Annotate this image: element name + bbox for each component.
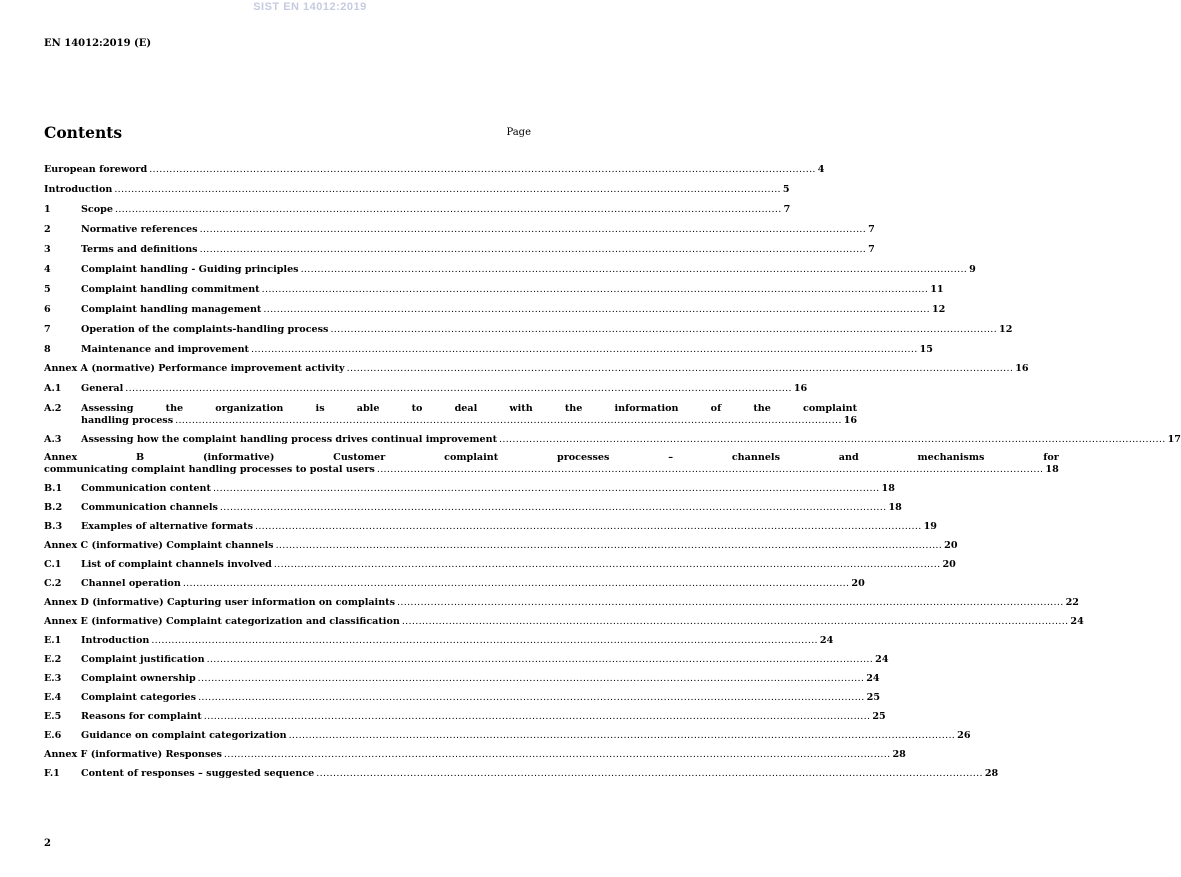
- dot-leader: [316, 768, 983, 780]
- toc-entry-title: Content of responses – suggested sequence: [81, 768, 315, 779]
- toc-entry-number: 3: [44, 244, 51, 255]
- page-title: Contents: [44, 123, 123, 142]
- toc-entry[interactable]: [44, 224, 875, 236]
- toc-entry[interactable]: [44, 363, 1029, 375]
- toc-entry-title: List of complaint channels involved: [81, 559, 272, 570]
- toc-entry-page: 18: [1045, 464, 1059, 475]
- toc-entry-title: Annex F (informative) Responses: [44, 749, 222, 760]
- toc-entry-number: E.2: [44, 654, 62, 665]
- toc-entry-title: Guidance on complaint categorization: [81, 730, 287, 741]
- toc-entry[interactable]: [44, 264, 976, 276]
- dot-leader: [377, 464, 1044, 476]
- toc-entry-page: 24: [866, 673, 880, 684]
- toc-entry-title: Operation of the complaints-handling process: [81, 324, 329, 335]
- toc-entry-title-line2: communicating complaint handling processes to postal users: [44, 464, 375, 475]
- toc-entry-page: 12: [999, 324, 1013, 335]
- toc-entry-title-line1: Assessing the organization is able to deal with the information of the complaint: [81, 403, 858, 414]
- toc-entry-page: 20: [851, 578, 865, 589]
- toc-entry-title: Maintenance and improvement: [81, 344, 249, 355]
- toc-entry-title: Communication channels: [81, 502, 218, 513]
- dot-leader: [220, 502, 887, 514]
- dot-leader: [402, 616, 1069, 628]
- toc-entry-page: 7: [783, 204, 791, 215]
- dot-leader: [151, 635, 818, 647]
- toc-entry-page: 18: [881, 483, 895, 494]
- toc-entry-number: A.1: [44, 383, 62, 394]
- toc-entry-title-line1: Annex B (informative) Customer complaint processes – channels and mechanisms for: [44, 452, 1059, 463]
- toc-entry-title: Annex A (normative) Performance improvement activity: [44, 363, 345, 374]
- toc-entry[interactable]: [44, 578, 865, 590]
- toc-entry-page: 15: [919, 344, 933, 355]
- toc-entry[interactable]: [44, 597, 1079, 609]
- dot-leader: [330, 324, 997, 336]
- dot-leader: [347, 363, 1014, 375]
- dot-leader: [255, 521, 922, 533]
- toc-entry-page: 16: [793, 383, 808, 394]
- toc-entry-number: B.1: [44, 483, 63, 494]
- toc-entry-number: F.1: [44, 768, 60, 779]
- dot-leader: [114, 184, 781, 196]
- toc-entry-page: 18: [888, 502, 902, 513]
- dot-leader: [301, 264, 968, 276]
- toc-entry[interactable]: [44, 324, 1013, 336]
- dot-leader: [207, 654, 874, 666]
- toc-entry-page: 12: [931, 304, 946, 315]
- toc-entry[interactable]: [44, 184, 790, 196]
- toc-entry-title: Complaint handling commitment: [81, 284, 260, 295]
- toc-entry-page: 26: [957, 730, 971, 741]
- dot-leader: [213, 483, 880, 495]
- toc-entry-number: C.2: [44, 578, 62, 589]
- dot-leader: [149, 164, 816, 176]
- toc-entry-page: 22: [1065, 597, 1079, 608]
- toc-entry-number: B.3: [44, 521, 63, 532]
- toc-entry[interactable]: [44, 204, 791, 216]
- page-number: 2: [44, 838, 51, 849]
- toc-entry-page: 7: [868, 244, 875, 255]
- page-column-label: Page: [506, 127, 531, 138]
- toc-entry-number: E.5: [44, 711, 62, 722]
- dot-leader: [125, 383, 792, 395]
- toc-entry-page: 11: [930, 284, 944, 295]
- toc-entry-number: E.4: [44, 692, 62, 703]
- toc-entry[interactable]: [44, 635, 834, 647]
- toc-entry-title: Annex D (informative) Capturing user information on complaints: [44, 597, 396, 608]
- toc-entry-number: A.2: [44, 403, 62, 414]
- toc-entry-title: Complaint justification: [81, 654, 205, 665]
- toc-entry[interactable]: [44, 749, 906, 761]
- toc-entry-number: 5: [44, 284, 51, 295]
- toc-entry-title: General: [81, 383, 124, 394]
- toc-entry-title: Complaint categories: [81, 692, 197, 703]
- dot-leader: [224, 749, 891, 761]
- toc-entry-number: E.1: [44, 635, 62, 646]
- dot-leader: [200, 224, 867, 236]
- toc-entry-title: Communication content: [81, 483, 211, 494]
- toc-entry-title: Scope: [81, 204, 113, 215]
- toc-entry-page: 24: [1070, 616, 1084, 627]
- toc-entry-title: Normative references: [81, 224, 198, 235]
- toc-entry-page: 28: [984, 768, 999, 779]
- dot-leader: [204, 711, 871, 723]
- document-id: EN 14012:2019 (E): [44, 38, 152, 49]
- toc-entry-page: 17: [1167, 434, 1181, 445]
- dot-leader: [276, 540, 943, 552]
- toc-entry-title: Complaint ownership: [81, 673, 196, 684]
- toc-entry[interactable]: [44, 434, 1181, 446]
- toc-entry[interactable]: [44, 284, 944, 296]
- toc-entry-title: Introduction: [44, 184, 113, 195]
- toc-entry[interactable]: [44, 692, 880, 704]
- toc-entry[interactable]: [44, 540, 958, 552]
- toc-entry-number: C.1: [44, 559, 62, 570]
- dot-leader: [115, 204, 782, 216]
- toc-entry[interactable]: [44, 521, 937, 533]
- toc-entry[interactable]: [44, 730, 971, 742]
- toc-entry-number: 8: [44, 344, 51, 355]
- toc-entry-title: Reasons for complaint: [81, 711, 202, 722]
- toc-entry-page: 4: [817, 164, 825, 175]
- toc-entry[interactable]: [44, 483, 895, 495]
- toc-entry-page: 16: [843, 415, 858, 426]
- dot-leader: [175, 415, 842, 427]
- dot-leader: [397, 597, 1064, 609]
- toc-entry-number: 2: [44, 224, 51, 235]
- toc-entry[interactable]: [44, 304, 946, 316]
- toc-entry-title-line2: handling process: [81, 415, 174, 426]
- dot-leader: [262, 284, 929, 296]
- toc-entry-title: European foreword: [44, 164, 148, 175]
- watermark: SIST EN 14012:2019: [253, 1, 367, 13]
- toc-entry[interactable]: [44, 673, 880, 685]
- toc-entry-number: 7: [44, 324, 51, 335]
- toc-entry-title: Annex C (informative) Complaint channels: [44, 540, 274, 551]
- dot-leader: [289, 730, 956, 742]
- toc-entry-page: 28: [892, 749, 906, 760]
- toc-entry-page: 5: [782, 184, 790, 195]
- toc-entry-number: 4: [44, 264, 51, 275]
- toc-entry-title: Terms and definitions: [81, 244, 198, 255]
- dot-leader: [274, 559, 941, 571]
- toc-entry-title: Channel operation: [81, 578, 181, 589]
- toc-entry[interactable]: [44, 768, 999, 780]
- toc-entry-page: 19: [923, 521, 937, 532]
- toc-entry-number: A.3: [44, 434, 62, 445]
- toc-entry[interactable]: [44, 502, 902, 514]
- toc-entry-title: Examples of alternative formats: [81, 521, 253, 532]
- toc-entry-page: 24: [819, 635, 834, 646]
- toc-entry-page: 16: [1015, 363, 1029, 374]
- toc-entry[interactable]: [44, 452, 1059, 476]
- dot-leader: [200, 244, 867, 256]
- toc-entry[interactable]: [44, 164, 825, 176]
- table-of-contents: [44, 157, 1181, 780]
- toc-entry-page: 25: [866, 692, 880, 703]
- toc-entry-page: 7: [868, 224, 875, 235]
- dot-leader: [198, 692, 865, 704]
- toc-entry-title: Annex E (informative) Complaint categorization and classification: [44, 616, 400, 627]
- toc-entry-number: 1: [44, 204, 51, 215]
- toc-entry-title: Introduction: [81, 635, 150, 646]
- toc-entry-number: B.2: [44, 502, 63, 513]
- toc-entry-number: 6: [44, 304, 51, 315]
- toc-entry[interactable]: [44, 711, 886, 723]
- toc-entry-page: 25: [872, 711, 886, 722]
- toc-entry-number: E.6: [44, 730, 62, 741]
- toc-entry[interactable]: [44, 403, 858, 427]
- toc-entry-page: 20: [944, 540, 958, 551]
- toc-entry[interactable]: [44, 654, 889, 666]
- toc-entry[interactable]: [44, 616, 1084, 628]
- dot-leader: [198, 673, 865, 685]
- dot-leader: [499, 434, 1166, 446]
- toc-entry-title: Complaint handling - Guiding principles: [81, 264, 299, 275]
- dot-leader: [263, 304, 930, 316]
- toc-entry[interactable]: [44, 383, 808, 395]
- toc-entry[interactable]: [44, 344, 933, 356]
- toc-entry[interactable]: [44, 559, 956, 571]
- dot-leader: [183, 578, 850, 590]
- toc-entry-page: 24: [875, 654, 889, 665]
- toc-entry-page: 9: [969, 264, 976, 275]
- toc-entry-number: E.3: [44, 673, 62, 684]
- toc-entry-title: Complaint handling management: [81, 304, 262, 315]
- toc-entry-title: Assessing how the complaint handling process drives continual improvement: [81, 434, 497, 445]
- toc-entry-page: 20: [942, 559, 956, 570]
- toc-entry[interactable]: [44, 244, 875, 256]
- dot-leader: [251, 344, 918, 356]
